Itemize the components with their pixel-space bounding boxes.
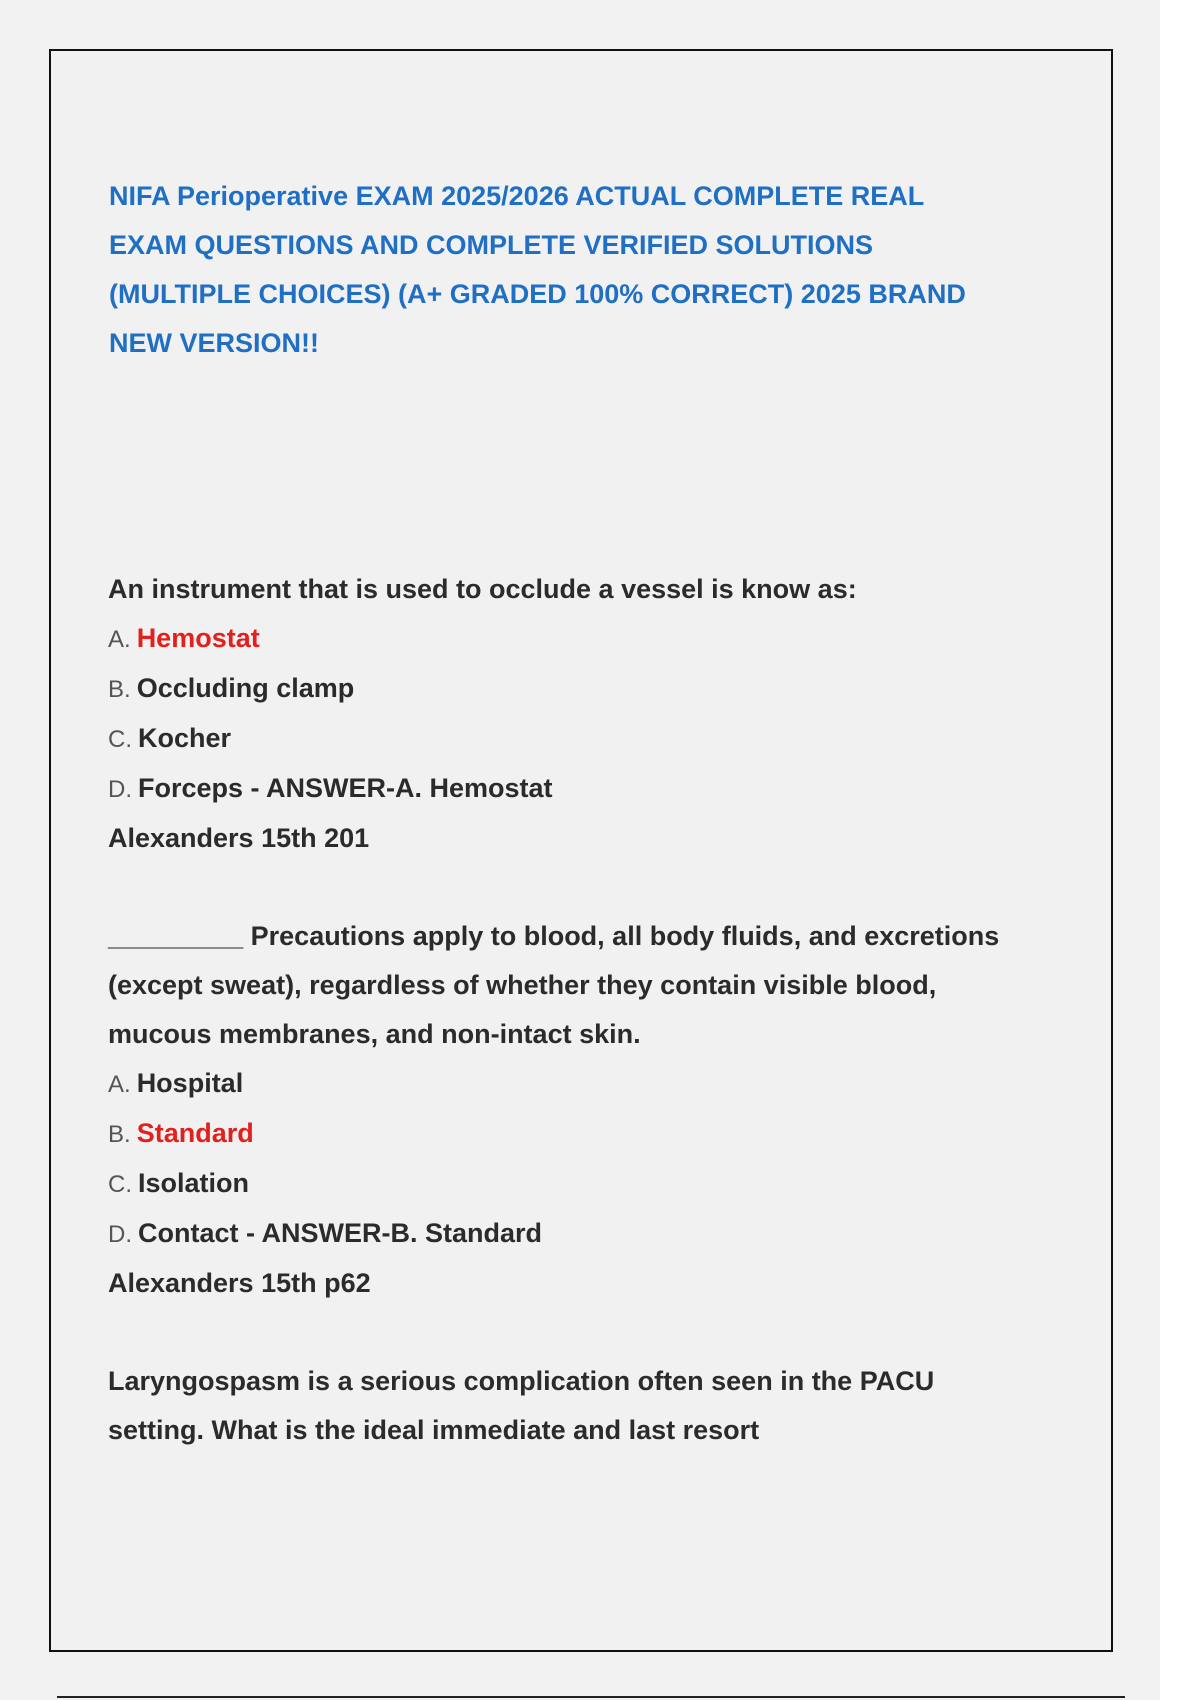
- option-letter: A.: [108, 1071, 131, 1098]
- option-letter: D.: [108, 776, 132, 803]
- option-text: Occluding clamp: [136, 673, 355, 703]
- option-letter: B.: [108, 676, 131, 703]
- option-text: Isolation: [138, 1168, 250, 1198]
- question-block-1: [108, 565, 1008, 863]
- option-a: [108, 614, 1008, 664]
- question-text: _________ Precautions apply to blood, all body fluids, and excretions (except sweat), regardless of whether they contain visible blood, mucous membranes, and non-intact skin.: [108, 921, 1000, 1049]
- option-d: [108, 1209, 1008, 1259]
- option-text: Kocher: [138, 723, 232, 753]
- question-block-3: [108, 1357, 1008, 1455]
- option-text-correct: Standard: [136, 1118, 254, 1148]
- option-text-correct: Hemostat: [136, 623, 260, 653]
- spacer: [108, 1308, 1008, 1357]
- right-margin-strip: [1160, 0, 1200, 1700]
- spacer: [108, 863, 1008, 912]
- option-d: [108, 764, 1008, 814]
- option-letter: C.: [108, 1171, 132, 1198]
- option-letter: D.: [108, 1221, 132, 1248]
- question-text: An instrument that is used to occlude a vessel is know as:: [108, 574, 857, 604]
- option-text: Forceps - ANSWER-A. Hemostat: [138, 773, 553, 803]
- document-title: NIFA Perioperative EXAM 2025/2026 ACTUAL COMPLETE REAL EXAM QUESTIONS AND COMPLETE VERIFIED SOLUTIONS (MULTIPLE CHOICES) (A+ GRADED 100% CORRECT) 2025 BRAND NEW VERSION!!: [109, 181, 966, 358]
- option-letter: C.: [108, 726, 132, 753]
- option-text: Contact - ANSWER-B. Standard: [138, 1218, 542, 1248]
- reference-text: Alexanders 15th p62: [108, 1268, 371, 1298]
- reference-text: Alexanders 15th 201: [108, 823, 370, 853]
- question-block-2: [108, 912, 1008, 1308]
- option-b: [108, 664, 1008, 714]
- option-letter: B.: [108, 1121, 131, 1148]
- option-letter: A.: [108, 626, 131, 653]
- question-text: Laryngospasm is a serious complication often seen in the PACU setting. What is the ideal immediate and last resort: [108, 1366, 935, 1445]
- option-c: [108, 1159, 1008, 1209]
- option-c: [108, 714, 1008, 764]
- option-text: Hospital: [136, 1068, 244, 1098]
- option-a: [108, 1059, 1008, 1109]
- page-divider: [57, 1696, 1125, 1698]
- document-content: [108, 565, 1008, 1455]
- option-b: [108, 1109, 1008, 1159]
